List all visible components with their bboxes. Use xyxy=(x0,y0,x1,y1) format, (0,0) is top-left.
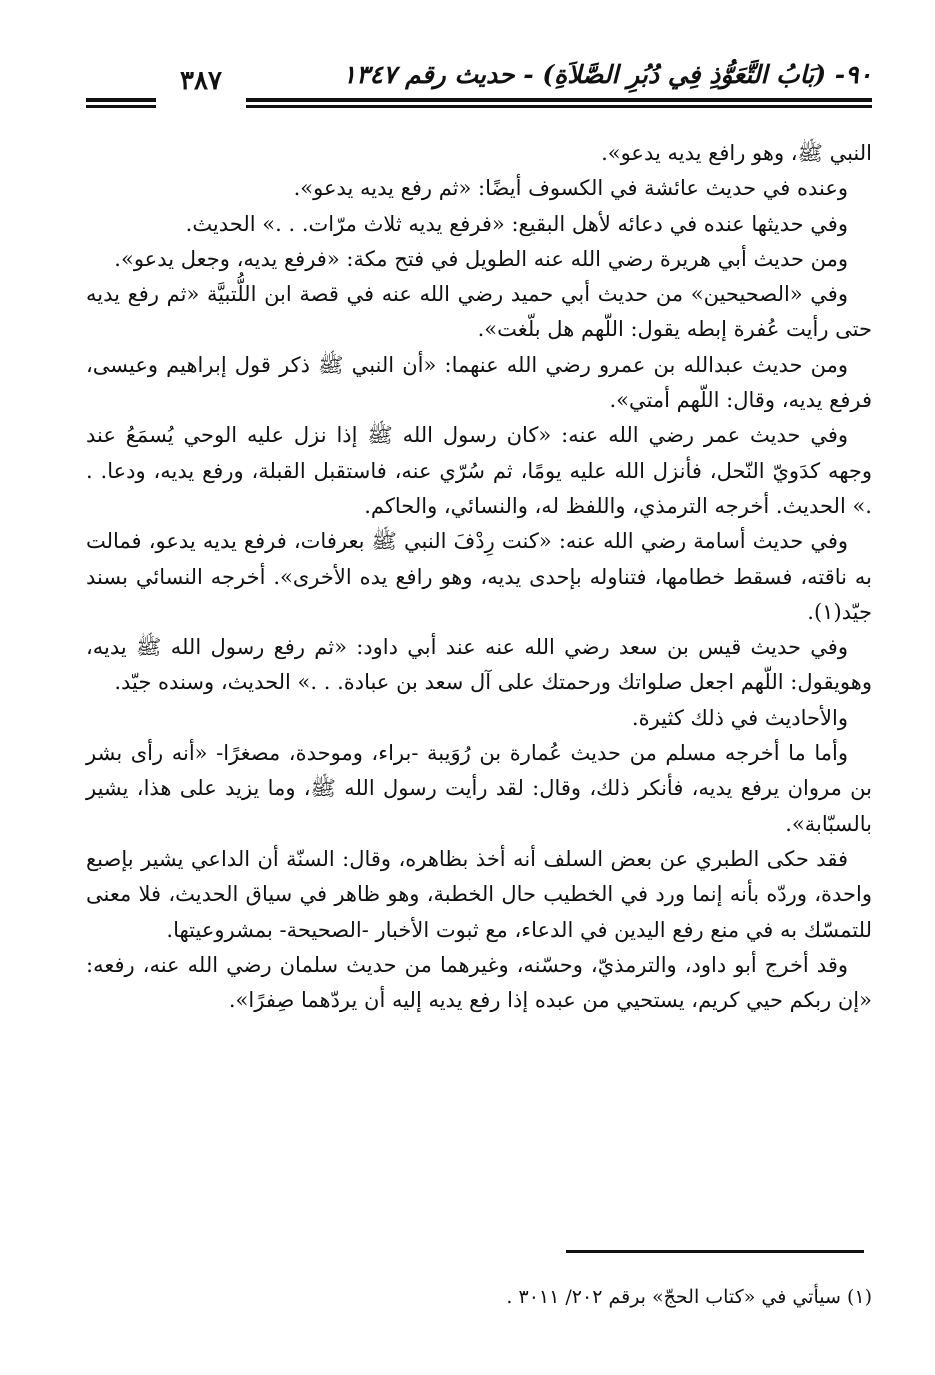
running-header xyxy=(86,58,872,108)
body-text xyxy=(86,136,872,1018)
header-rule-right-thin xyxy=(246,105,872,108)
paragraph: والأحاديث في ذلك كثيرة. xyxy=(631,705,848,730)
paragraph: ومن حديث أبي هريرة رضي الله عنه الطويل في فتح مكة: «فرفع يديه، وجعل يدعو». xyxy=(114,246,848,271)
paragraph: وفي حديثها عنده في دعائه لأهل البقيع: «فرفع يديه ثلاث مرّات. . .» الحديث. xyxy=(185,211,848,236)
header-rule-left xyxy=(86,98,156,102)
header-rule-left-thin xyxy=(86,105,156,108)
paragraph: وفي «الصحيحين» من حديث أبي حميد رضي الله عنه في قصة ابن اللُّتبيَّة «ثم رفع يديه حتى رأيت عُفرة إبطه يقول: اللّهم هل بلّغت». xyxy=(86,282,872,342)
paragraph: وأما ما أخرجه مسلم من حديث عُمارة بن رُوَيبة -براء، وموحدة، مصغرًا- «أنه رأى بشر بن مروان يرفع يديه، فأنكر ذلك، وقال: لقد رأيت رسول الله ﷺ، وما يزيد على هذا، يشير بالسبّابة». xyxy=(86,741,872,836)
paragraph: وفي حديث قيس بن سعد رضي الله عنه عند أبي داود: «ثم رفع رسول الله ﷺ يديه، وهويقول: اللّهم اجعل صلواتك ورحمتك على آل سعد بن عبادة. . .» الحديث، وسنده جيّد. xyxy=(86,635,872,695)
paragraph: فقد حكى الطبري عن بعض السلف أنه أخذ بظاهره، وقال: السنّة أن الداعي يشير بإصبع واحدة، وردّه بأنه إنما ورد في الخطيب حال الخطبة، وهو ظاهر في سياق الحديث، فلا معنى للتمسّك به في منع رفع اليدين في الدعاء، مع ثبوت الأخبار -الصحيحة- بمشروعيتها. xyxy=(86,846,872,942)
paragraph: وفي حديث عمر رضي الله عنه: «كان رسول الله ﷺ إذا نزل عليه الوحي يُسمَعُ عند وجهه كدَويّ النّحل، فأنزل الله عليه يومًا، ثم سُرّي عنه، فاستقبل القبلة، ورفع يديه، ودعا. . .» الحديث. أخرجه الترمذي، واللفظ له، والنسائي، والحاكم. xyxy=(86,423,872,518)
paragraph: وعنده في حديث عائشة في الكسوف أيضًا: «ثم رفع يديه يدعو». xyxy=(293,176,848,201)
header-rule-right xyxy=(246,98,872,102)
footnote-separator xyxy=(566,1250,864,1253)
paragraph: النبي ﷺ، وهو رافع يديه يدعو». xyxy=(601,141,872,165)
paragraph: وفي حديث أسامة رضي الله عنه: «كنت رِدْفَ النبي ﷺ بعرفات، فرفع يديه يدعو، فمالت به ناقته، فسقط خطامها، فتناوله بإحدى يديه، وهو رافع يده الأخرى». أخرجه النسائي بسند جيّد(١). xyxy=(86,529,872,624)
footnote: (١) سيأتي في «كتاب الحجّ» برقم ٢٠٢/ ٣٠١١ . xyxy=(506,1286,872,1308)
running-title: ٩٠- (بَابُ التَّعَوُّذِ فِي دُبُرِ الصَّلاَةِ) - حديث رقم ١٣٤٧ xyxy=(342,60,872,89)
page-number: ٣٨٧ xyxy=(180,66,222,96)
paragraph: وقد أخرج أبو داود، والترمذيّ، وحسّنه، وغيرهما من حديث سلمان رضي الله عنه، رفعه: «إن ربكم حيي كريم، يستحيي من عبده إذا رفع يديه إليه أن يردّهما صِفرًا». xyxy=(86,952,872,1013)
paragraph: ومن حديث عبدالله بن عمرو رضي الله عنهما: «أن النبي ﷺ ذكر قول إبراهيم وعيسى، فرفع يديه، وقال: اللّهم أمتي». xyxy=(86,352,872,413)
